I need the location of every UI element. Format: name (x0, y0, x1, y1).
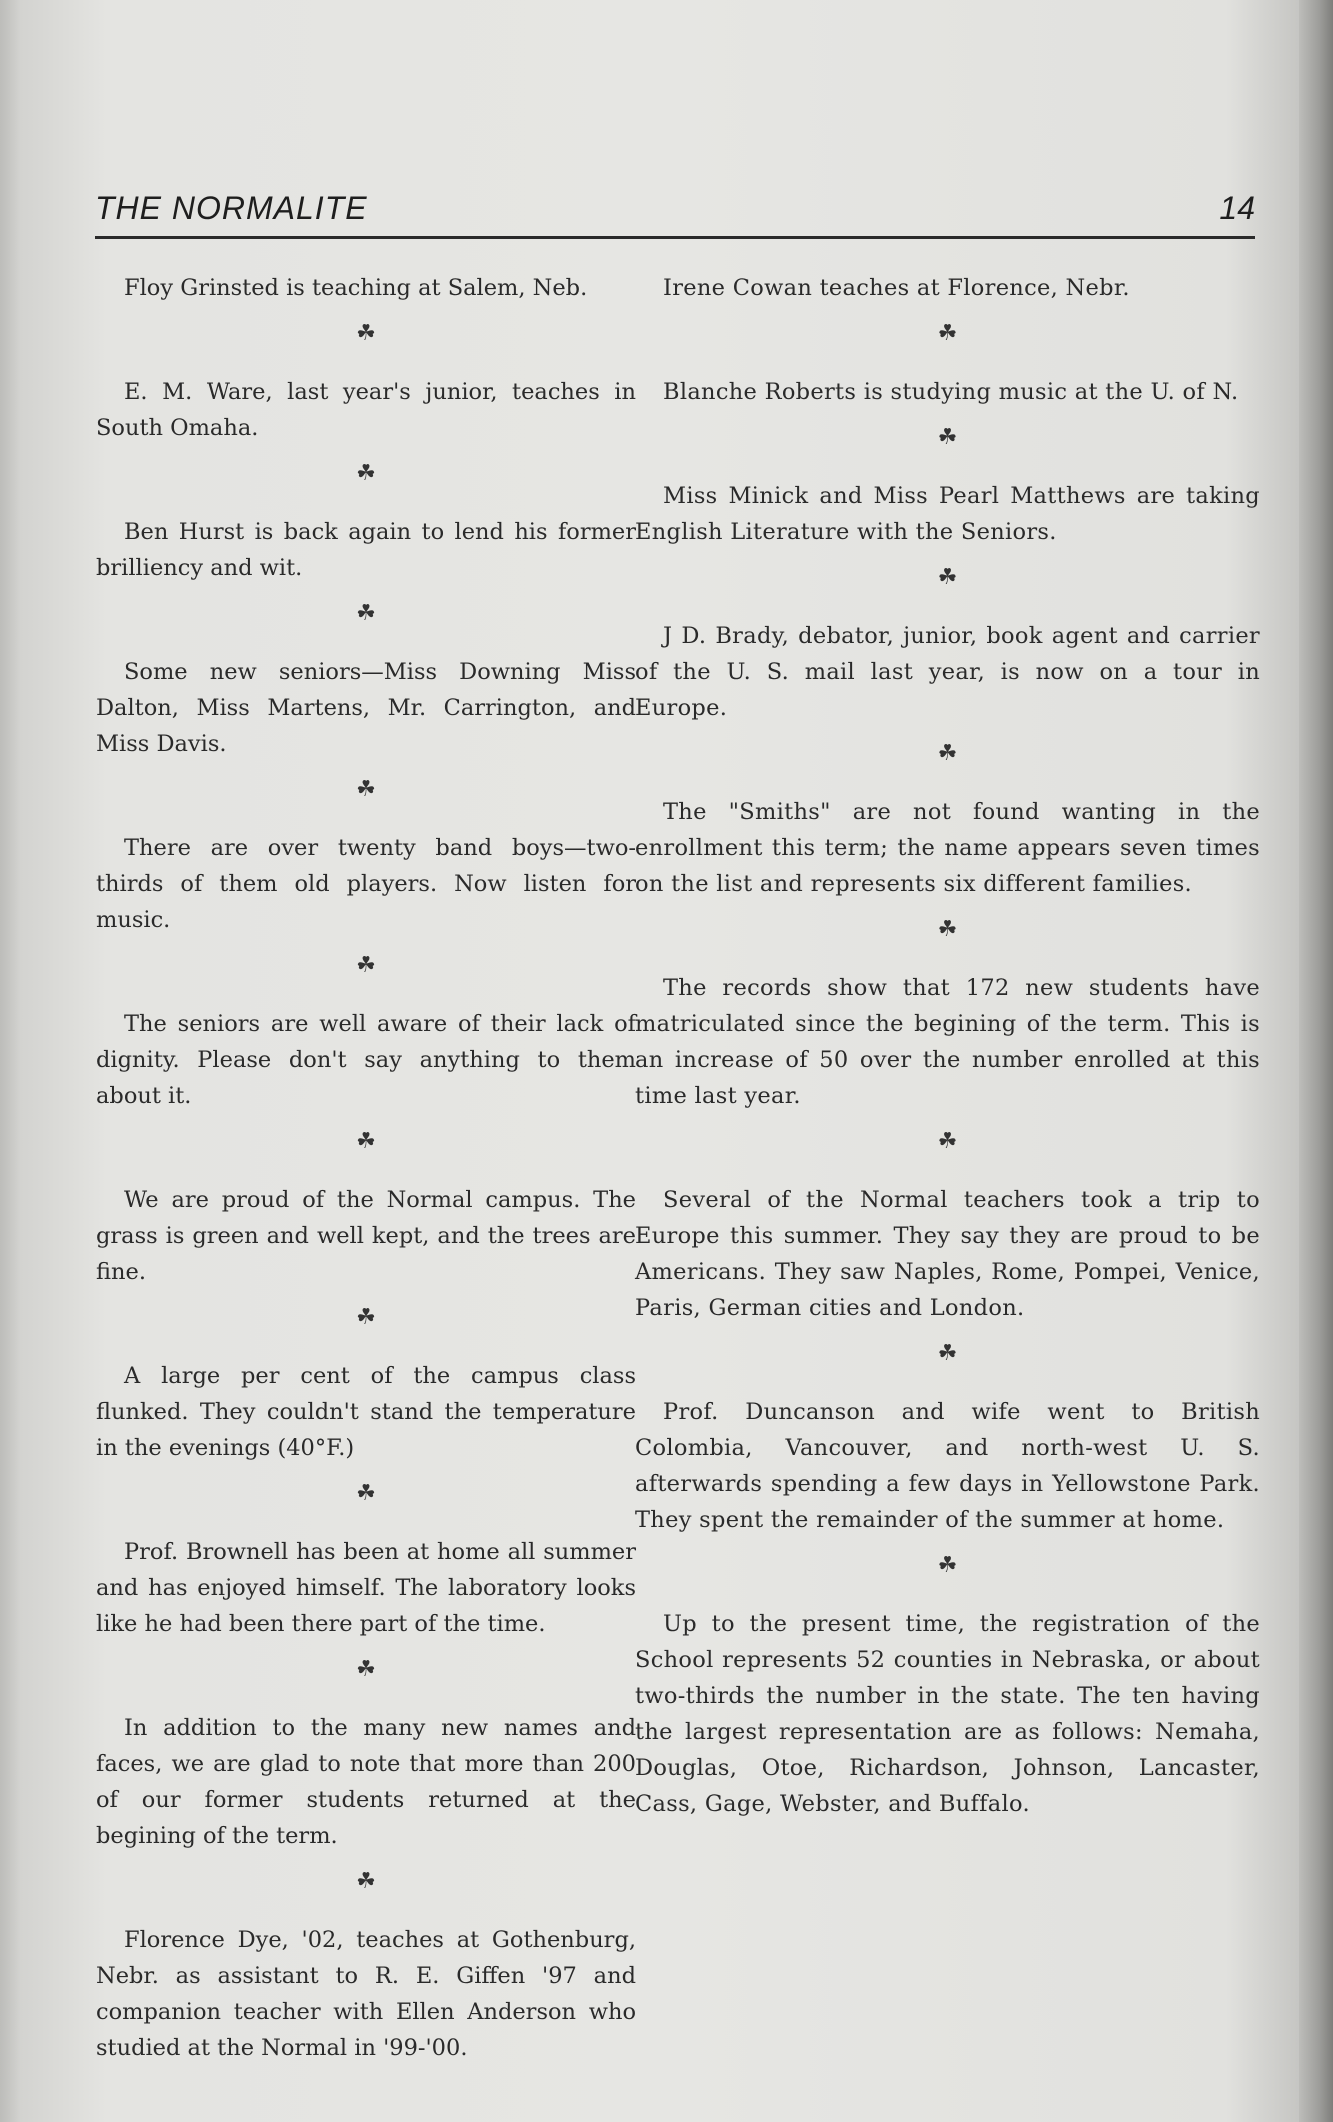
separator-icon: ☘ (356, 1657, 376, 1682)
news-item: Up to the present time, the registration of the School represents 52 counties in Nebraska, or about two-thirds the number in the state. The ten having the largest representation are as follows: Nemaha, Douglas, Otoe, Richardson, Johnson, Lancaster, Cass, Gage, Webster, and Buffalo. (635, 1611, 1260, 1817)
news-item: There are over twenty band boys—two-thirds of them old players. Now listen for music. (96, 835, 636, 933)
news-item: We are proud of the Normal campus. The grass is green and well kept, and the trees are fine. (96, 1187, 636, 1285)
news-item: A large per cent of the campus class flunked. They couldn't stand the temperature in the evenings (40°F.) (96, 1363, 636, 1461)
separator-icon: ☘ (937, 741, 958, 766)
separator-icon: ☘ (937, 1341, 958, 1366)
news-item: Miss Minick and Miss Pearl Matthews are taking English Literature with the Seniors. (635, 483, 1260, 545)
header-rule (95, 236, 1255, 239)
separator-icon: ☘ (356, 1305, 376, 1330)
separator-icon: ☘ (937, 321, 958, 346)
page-left-shadow (0, 0, 20, 2122)
news-item: Floy Grinsted is teaching at Salem, Neb. (124, 275, 588, 301)
separator-icon: ☘ (356, 461, 376, 486)
news-item: The seniors are well aware of their lack of dignity. Please don't say anything to them about it. (96, 1011, 636, 1109)
separator-icon: ☘ (356, 321, 376, 346)
news-item: Some new seniors—Miss Downing Miss Dalton, Miss Martens, Mr. Carrington, and Miss Davis. (96, 659, 636, 757)
news-item: Prof. Duncanson and wife went to British Colombia, Vancouver, and north-west U. S. afterwards spending a few days in Yellowstone Park. They spent the remainder of the summer at home. (635, 1399, 1260, 1533)
news-item: Prof. Brownell has been at home all summer and has enjoyed himself. The laboratory looks like he had been there part of the time. (96, 1539, 636, 1637)
news-item: The records show that 172 new students have matriculated since the begining of the term. This is an increase of 50 over the number enrolled at this time last year. (635, 975, 1260, 1109)
news-item: Irene Cowan teaches at Florence, Nebr. (663, 275, 1130, 301)
separator-icon: ☘ (356, 777, 376, 802)
news-item: Florence Dye, '02, teaches at Gothenburg, Nebr. as assistant to R. E. Giffen '97 and companion teacher with Ellen Anderson who studied at the Normal in '99-'00. (96, 1927, 636, 2061)
separator-icon: ☘ (356, 1869, 376, 1894)
separator-icon: ☘ (937, 565, 958, 590)
separator-icon: ☘ (937, 1553, 958, 1578)
separator-icon: ☘ (937, 1129, 958, 1154)
page-binding-edge (1299, 0, 1333, 2122)
news-item: E. M. Ware, last year's junior, teaches in South Omaha. (96, 379, 636, 441)
separator-icon: ☘ (937, 425, 958, 450)
separator-icon: ☘ (356, 953, 376, 978)
news-item: Ben Hurst is back again to lend his former brilliency and wit. (96, 519, 636, 581)
separator-icon: ☘ (356, 1129, 376, 1154)
news-item: J D. Brady, debator, junior, book agent and carrier of the U. S. mail last year, is now on a tour in Europe. (635, 623, 1260, 721)
news-item: Blanche Roberts is studying music at the U. of N. (663, 379, 1239, 405)
separator-icon: ☘ (937, 917, 958, 942)
left-column (96, 270, 636, 2066)
right-column (635, 270, 1260, 1822)
news-item: The "Smiths" are not found wanting in the enrollment this term; the name appears seven times on the list and represents six different families. (635, 799, 1260, 897)
separator-icon: ☘ (356, 1481, 376, 1506)
publication-title: THE NORMALITE (95, 190, 368, 226)
page-number: 14 (1219, 190, 1255, 226)
news-item: Several of the Normal teachers took a trip to Europe this summer. They say they are proud to be Americans. They saw Naples, Rome, Pompei, Venice, Paris, German cities and London. (635, 1187, 1260, 1321)
news-item: In addition to the many new names and faces, we are glad to note that more than 200 of our former students returned at the begining of the term. (96, 1715, 636, 1849)
page-header (95, 190, 1255, 236)
separator-icon: ☘ (356, 601, 376, 626)
